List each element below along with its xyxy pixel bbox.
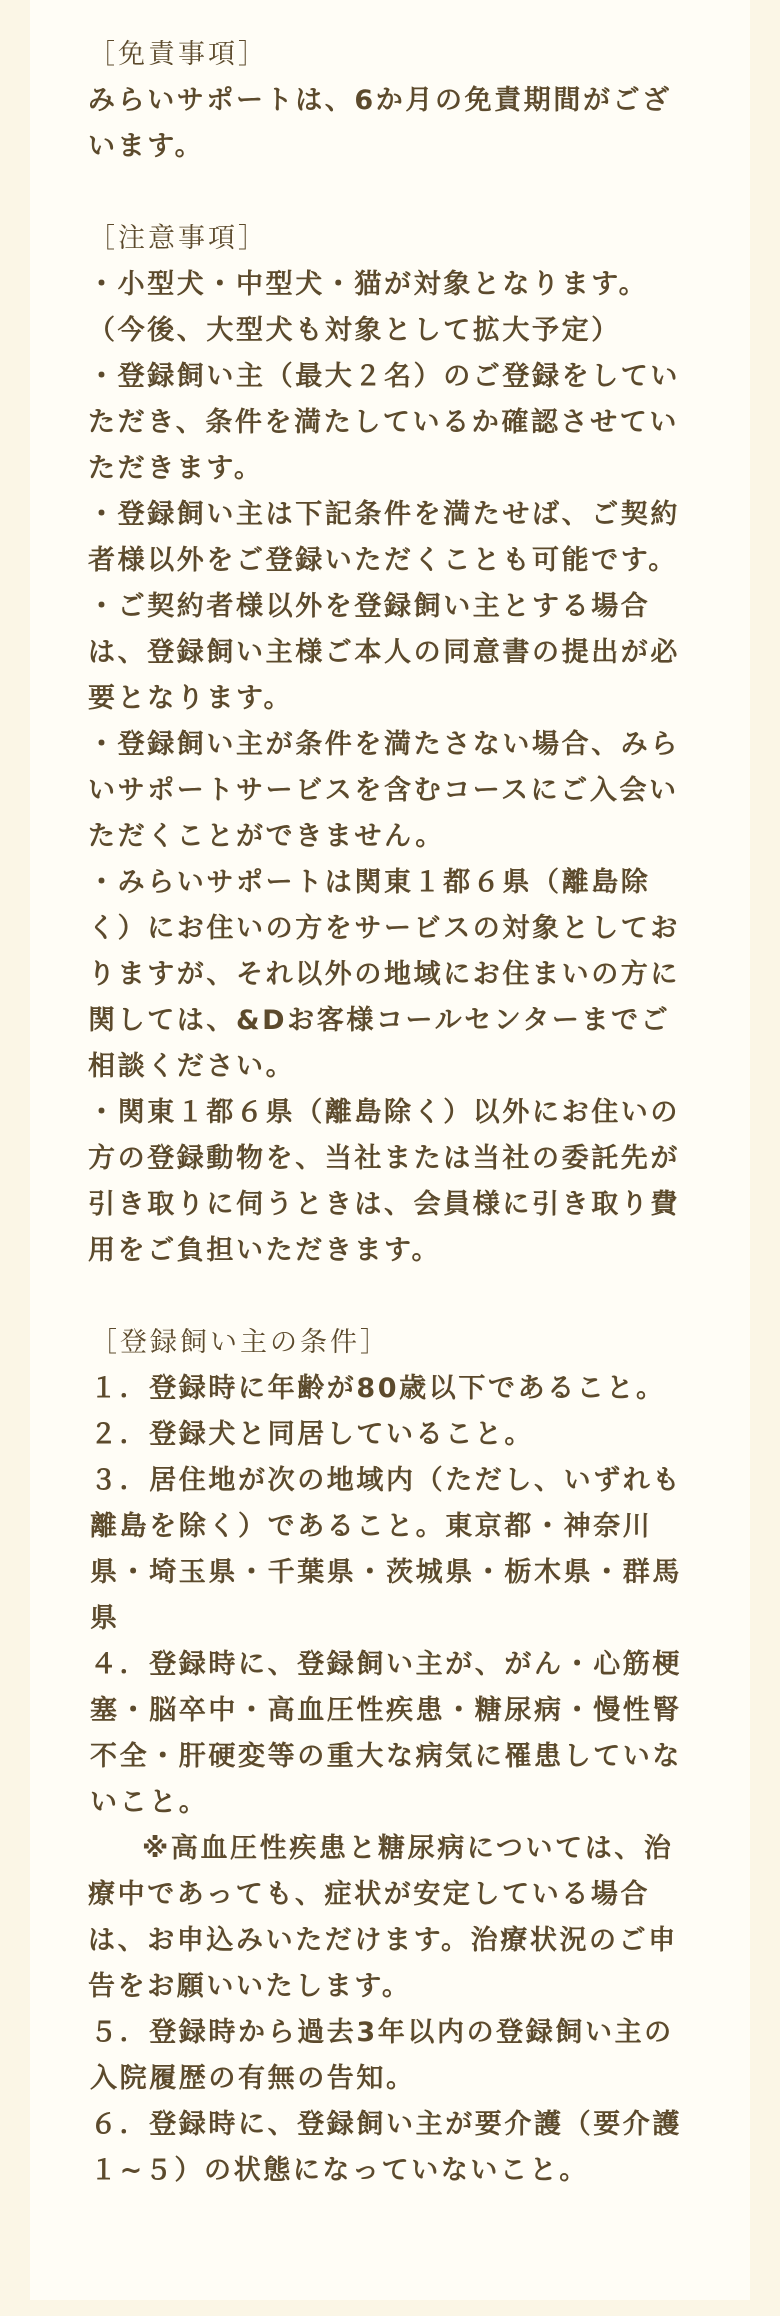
condition-item: ４．登録時に、登録飼い主が、がん・心筋梗塞・脳卒中・高血圧性疾患・糖尿病・慢性腎不全・肝硬変等の重大な病気に罹患していないこと。 [90,1649,682,1818]
condition-item: １．登録時に年齢が80歳以下であること。 [90,1373,666,1404]
notes-section [88,216,693,1274]
notes-item: ・登録飼い主が条件を満たさない場合、みらいサポートサービスを含むコースにご入会いただくことができません。 [88,729,680,852]
notes-item: ・登録飼い主は下記条件を満たせば、ご契約者様以外をご登録いただくことも可能です。 [88,499,680,576]
section-spacer [88,1274,693,1320]
notes-item: ・ご契約者様以外を登録飼い主とする場合は、登録飼い主様ご本人の同意書の提出が必要となります。 [88,591,680,714]
condition-note: ※高血圧性疾患と糖尿病については、治療中であっても、症状が安定している場合は、お申込みいただけます。治療状況のご申告をお願いいたします。 [88,1833,678,2002]
notes-item: ・関東１都６県（離島除く）以外にお住いの方の登録動物を、当社または当社の委託先が引き取りに伺うときは、会員様に引き取り費用をご負担いただきます。 [88,1097,680,1266]
disclaimer-section [88,32,693,170]
section-spacer [88,170,693,216]
condition-item: ３．居住地が次の地域内（ただし、いずれも離島を除く）であること。東京都・神奈川県・埼玉県・千葉県・茨城県・栃木県・群馬県 [90,1465,682,1634]
notes-item: ・小型犬・中型犬・猫が対象となります。（今後、大型犬も対象として拡大予定） [88,269,649,346]
disclaimer-title: ［免責事項］ [88,39,268,70]
conditions-title: ［登録飼い主の条件］ [90,1327,390,1358]
condition-item: ２．登録犬と同居していること。 [90,1419,534,1450]
condition-item: ５．登録時から過去3年以内の登録飼い主の入院履歴の有無の告知。 [90,2017,674,2094]
terms-content [88,32,693,2194]
notes-title: ［注意事項］ [88,223,268,254]
condition-item: ６．登録時に、登録飼い主が要介護（要介護１~５）の状態になっていないこと。 [90,2109,682,2186]
conditions-section [88,1320,693,2194]
disclaimer-text: みらいサポートは、6か月の免責期間がございます。 [88,85,672,162]
notes-item: ・登録飼い主（最大２名）のご登録をしていただき、条件を満たしているか確認させていただきます。 [88,361,680,484]
notes-item: ・みらいサポートは関東１都６県（離島除く）にお住いの方をサービスの対象としておりますが、それ以外の地域にお住まいの方に関しては、&Dお客様コールセンターまでご相談ください。 [88,867,680,1082]
